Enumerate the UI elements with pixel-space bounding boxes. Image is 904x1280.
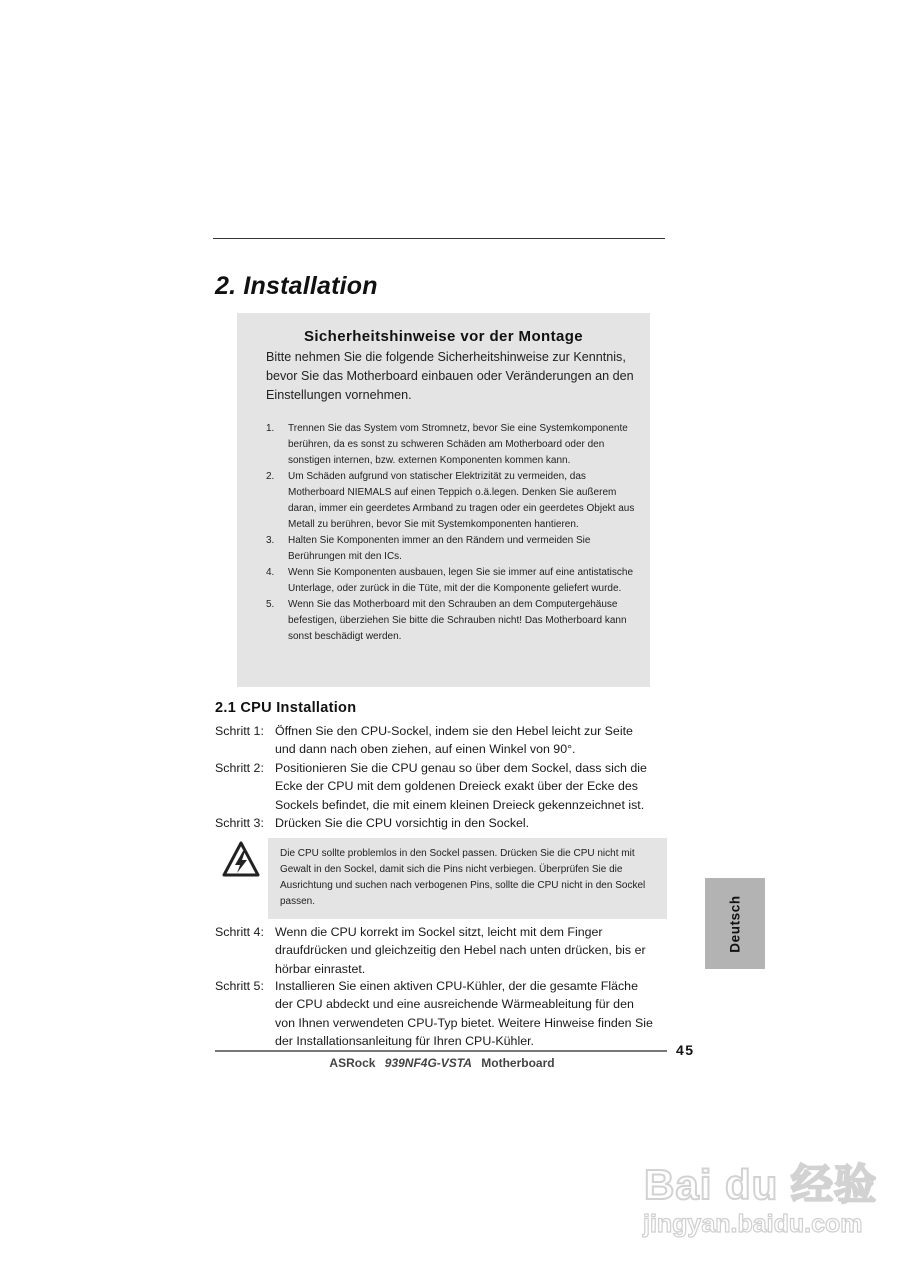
- step-text: Drücken Sie die CPU vorsichtig in den Sockel.: [275, 816, 530, 830]
- safety-notes-list: [266, 421, 641, 645]
- step-text: Öffnen Sie den CPU-Sockel, indem sie den Hebel leicht zur Seite und dann nach oben ziehen, auf einen Winkel von 90°.: [275, 724, 633, 757]
- safety-notes-title: Sicherheitshinweise vor der Montage: [303, 328, 584, 345]
- bottom-rule: [215, 1050, 667, 1052]
- language-tab-label: Deutsch: [727, 894, 743, 953]
- list-item: 1. Trennen Sie das System vom Stromnetz, bevor Sie eine Systemkomponente berühren, da es sonst zu schweren Schäden am Motherboard oder den sonstigen internen, bzw. externen Komponenten kommen kann.: [266, 423, 628, 466]
- step-label: Schritt 4:: [215, 925, 264, 939]
- page-number: 45: [676, 1042, 695, 1058]
- list-item: 5. Wenn Sie das Motherboard mit den Schrauben an dem Computergehäuse befestigen, überziehen Sie bitte die Schrauben nicht! Das Motherboard kann sonst beschädigt werden.: [266, 599, 627, 642]
- step-label: Schritt 1:: [215, 724, 264, 738]
- language-tab: [705, 878, 765, 969]
- step-text: Wenn die CPU korrekt im Sockel sitzt, leicht mit dem Finger draufdrücken und gleichzeitig den Hebel nach unten drücken, bis er hörbar einrastet.: [275, 925, 646, 976]
- safety-notes-intro: Bitte nehmen Sie die folgende Sicherheitshinweise zur Kenntnis, bevor Sie das Motherboard einbauen oder Veränderungen an den Einstellungen vornehmen.: [266, 350, 634, 402]
- warning-high-voltage-icon: [221, 840, 261, 878]
- step-label: Schritt 5:: [215, 979, 264, 993]
- list-item: 4. Wenn Sie Komponenten ausbauen, legen Sie sie immer auf eine antistatische Unterlage, oder zurück in die Tüte, mit der die Komponente geliefert wurde.: [266, 567, 634, 594]
- step-4: [215, 923, 655, 978]
- step-1: [215, 722, 655, 759]
- step-label: Schritt 3:: [215, 816, 264, 830]
- step-text: Positionieren Sie die CPU genau so über dem Sockel, dass sich die Ecke der CPU mit dem goldenen Dreieck exakt über der Ecke des Sockels befindet, die mit einem kleinen Dreieck gekennzeichnet ist.: [275, 761, 647, 812]
- chapter-title: 2. Installation: [215, 272, 378, 300]
- section-title-cpu-installation: 2.1 CPU Installation: [215, 700, 357, 716]
- step-3: [215, 814, 655, 832]
- step-5: [215, 977, 655, 1050]
- watermark-url: jingyan.baidu.com: [643, 1210, 863, 1238]
- list-item: 2. Um Schäden aufgrund von statischer Elektrizität zu vermeiden, das Motherboard NIEMALS auf einen Teppich o.ä.legen. Denken Sie außerem daran, immer ein geerdetes Armband zu tragen oder ein geerdetes Objekt aus Metall zu berühren, bevor Sie mit Systemkomponenten hantieren.: [266, 471, 635, 530]
- footer-product: Motherboard: [481, 1056, 555, 1070]
- footer: [0, 1056, 884, 1070]
- step-2: [215, 759, 655, 814]
- footer-brand: ASRock: [329, 1056, 376, 1070]
- footer-model: 939NF4G-VSTA: [384, 1056, 472, 1070]
- list-item: 3. Halten Sie Komponenten immer an den Rändern und vermeiden Sie Berührungen mit den ICs.: [266, 535, 591, 562]
- warning-text: Die CPU sollte problemlos in den Sockel passen. Drücken Sie die CPU nicht mit Gewalt in den Sockel, damit sich die Pins nicht verbiegen. Überprüfen Sie die Ausrichtung und suchen nach verbogenen Pins, sollte die CPU nicht in den Sockel passen.: [280, 848, 646, 907]
- top-rule: [213, 238, 665, 239]
- step-label: Schritt 2:: [215, 761, 264, 775]
- watermark-logo: Bai du 经验: [644, 1161, 878, 1208]
- step-text: Installieren Sie einen aktiven CPU-Kühler, der die gesamte Fläche der CPU abdeckt und eine ausreichende Wärmeableitung für den von Ihnen verwendeten CPU-Typ bietet. Weitere Hinweise finden Sie der Installationsanleitung für Ihren CPU-Kühler.: [275, 979, 653, 1048]
